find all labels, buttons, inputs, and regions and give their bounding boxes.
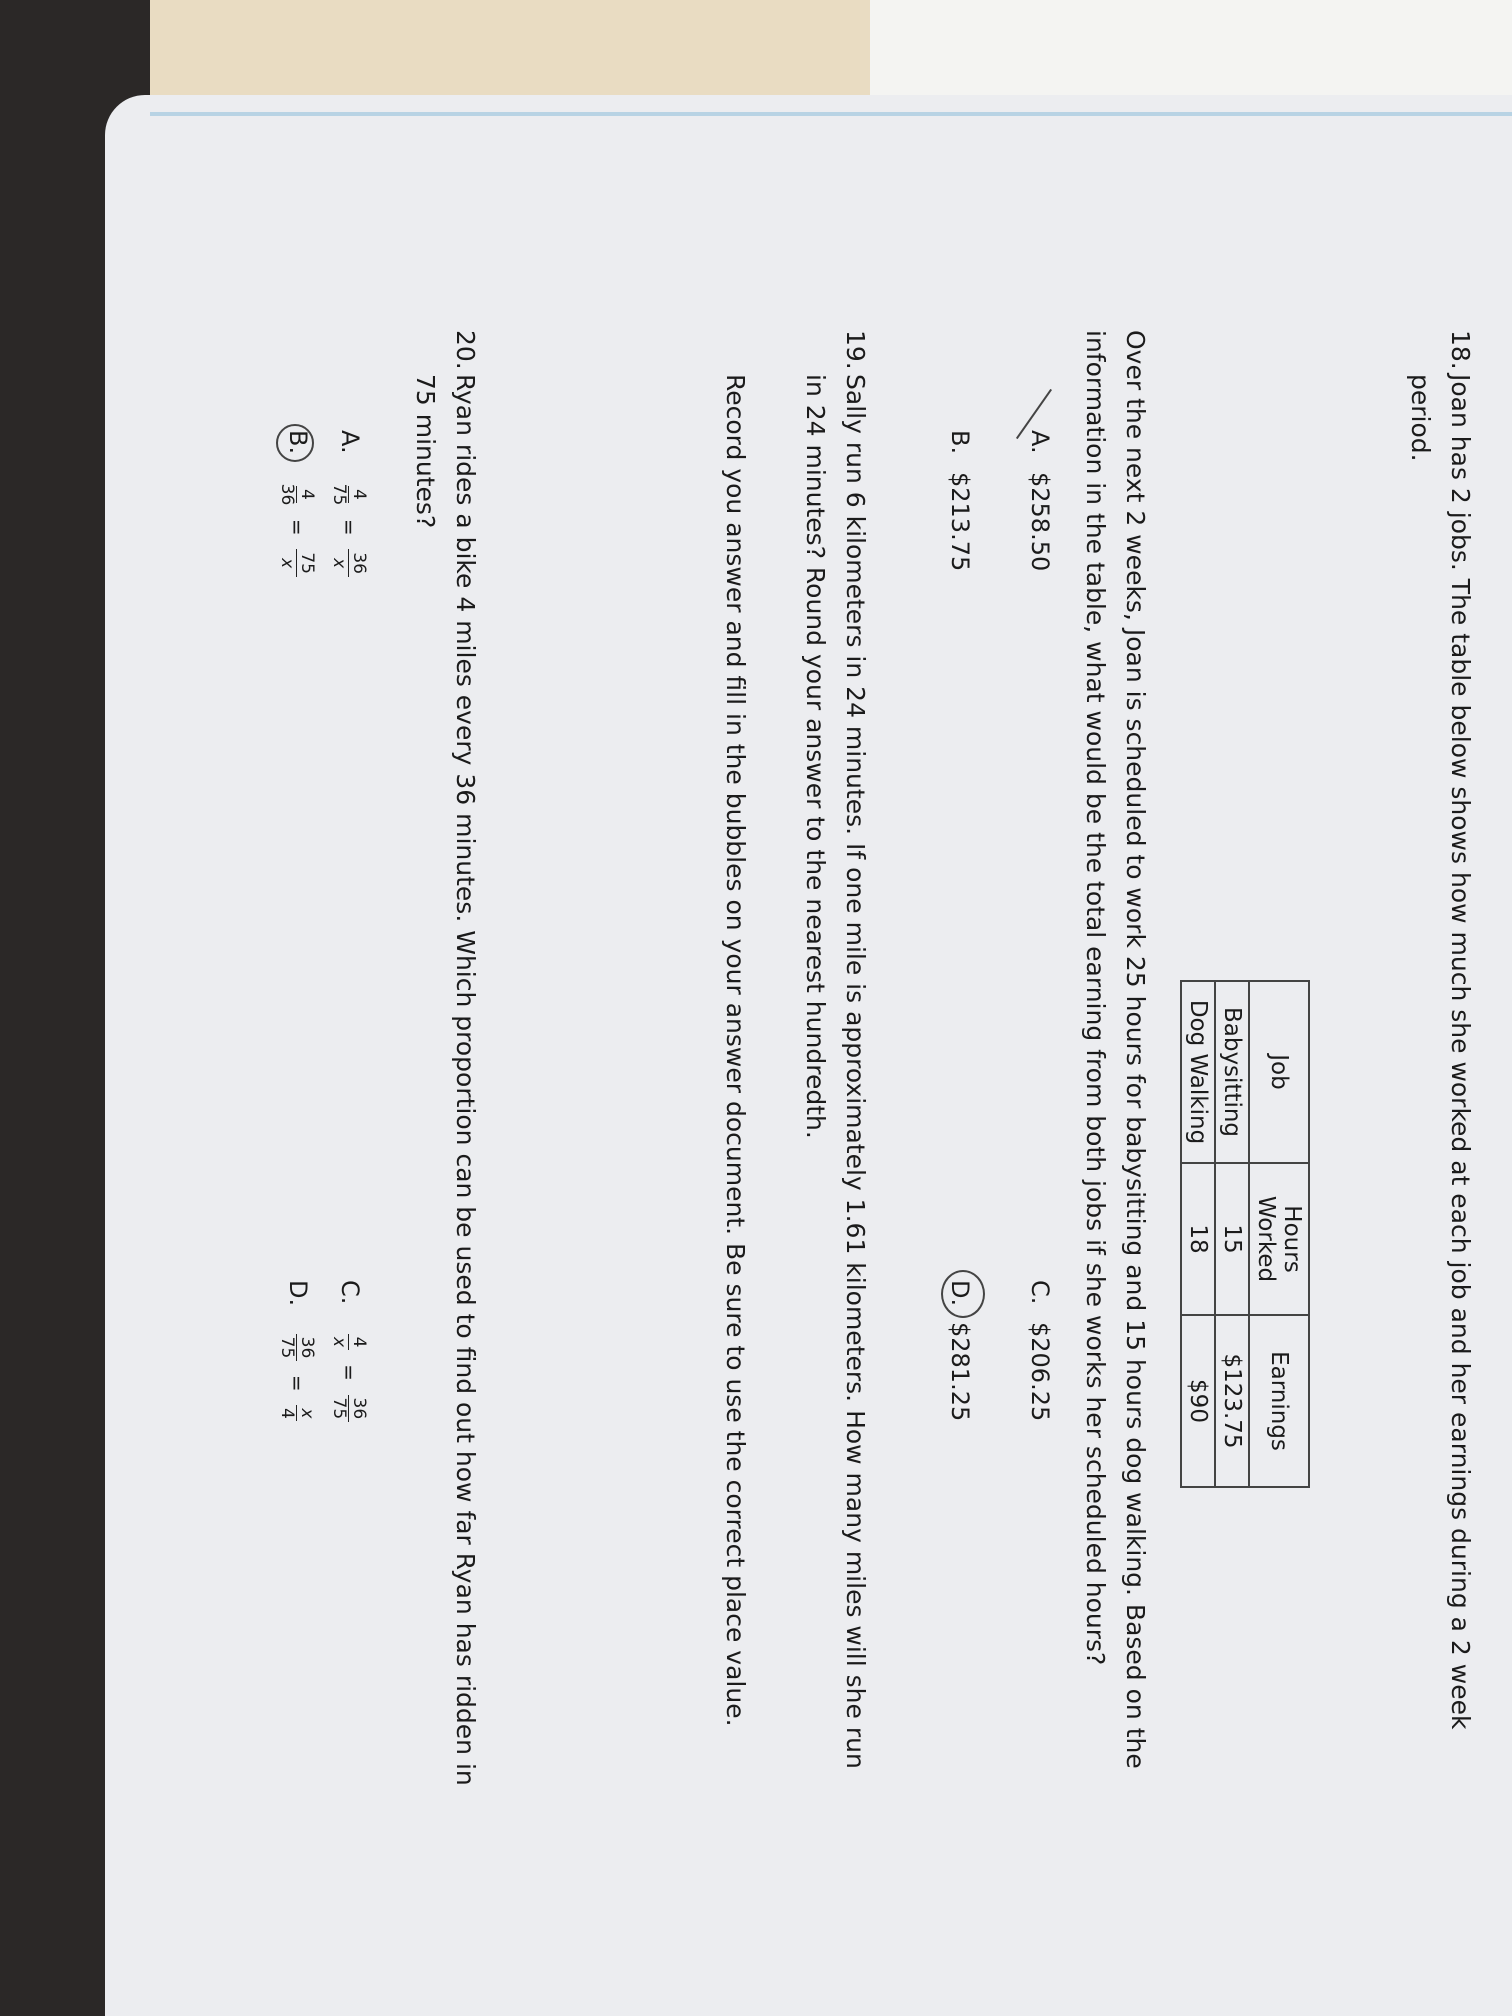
question-text-line: Joan has 2 jobs. The table below shows how much she worked at each job and her earnings during a 2 week <box>1446 374 1475 1730</box>
fraction: 36 75 <box>278 1334 317 1362</box>
choice-value: $258.50 <box>1026 472 1054 572</box>
fraction: 4 x <box>330 1334 369 1351</box>
choice-label: A. <box>1026 430 1054 454</box>
fraction: 4 36 <box>277 483 318 506</box>
table-row <box>1215 981 1249 1487</box>
table-header: Hours Worked <box>1249 1163 1309 1315</box>
table-header: Job <box>1249 981 1309 1163</box>
question-text-line: in 24 minutes? Round your answer to the nearest hundredth. <box>801 374 830 1139</box>
question-number: 19. <box>841 330 870 370</box>
choice-value: $213.75 <box>946 472 974 572</box>
question-text-line: period. <box>1406 374 1435 462</box>
table-cell: 18 <box>1181 1163 1215 1315</box>
question-text-line: 75 minutes? <box>411 374 440 529</box>
choice-c[interactable] <box>1020 1280 1060 1421</box>
worksheet-content <box>200 330 1480 1980</box>
choice-b[interactable] <box>940 430 980 571</box>
table-cell: $123.75 <box>1215 1315 1249 1487</box>
pencil-circle-mark <box>941 1270 985 1318</box>
table-cell: Babysitting <box>1215 981 1249 1163</box>
jobs-table <box>1180 980 1310 1488</box>
fraction: 75 x <box>278 549 317 577</box>
choice-c-proportion[interactable]: C. 4 x = 36 75 <box>329 1280 370 1426</box>
fraction: x 4 <box>278 1405 317 1421</box>
choice-label: A. <box>336 430 364 454</box>
fraction: 36 75 <box>330 1395 369 1423</box>
question-18-prompt-line: Over the next 2 weeks, Joan is scheduled to work 25 hours for babysitting and 15 hours dog walking. Based on the <box>1121 330 1150 1769</box>
question-19-instruction: Record you answer and fill in the bubbles on your answer document. Be sure to use the correct place value. <box>721 374 750 1727</box>
choice-label: C. <box>336 1280 364 1305</box>
question-text-line: Ryan rides a bike 4 miles every 36 minutes. Which proportion can be used to find out how far Ryan has ridden in <box>451 374 480 1786</box>
question-text-line: Sally run 6 kilometers in 24 minutes. If one mile is approximately 1.61 kilometers. How many miles will she run <box>841 374 870 1769</box>
choice-label: D. <box>284 1280 312 1307</box>
choice-a-proportion[interactable]: A. 4 75 = 36 x <box>329 430 370 581</box>
question-number: 20. <box>451 330 480 370</box>
choice-d-proportion[interactable]: D. 36 75 = x 4 <box>277 1280 318 1425</box>
table-header: Earnings <box>1249 1315 1309 1487</box>
table-header-row <box>1249 981 1309 1487</box>
table-cell: Dog Walking <box>1181 981 1215 1163</box>
fraction: 36 x <box>330 549 369 577</box>
choice-b-proportion[interactable]: B. 4 36 = 75 x <box>277 430 318 581</box>
question-18-prompt-line: information in the table, what would be the total earning from both jobs if she works her scheduled hours? <box>1081 330 1110 1666</box>
choice-label: B. <box>946 430 974 455</box>
table-cell: 15 <box>1215 1163 1249 1315</box>
table-cell: $90 <box>1181 1315 1215 1487</box>
choice-value: $281.25 <box>946 1322 974 1422</box>
notebook-margin-line <box>150 112 1512 116</box>
choice-label: C. <box>1026 1280 1054 1305</box>
paper-card-background <box>870 0 1512 95</box>
choice-label: B. <box>284 430 312 455</box>
choice-value: $206.25 <box>1026 1322 1054 1422</box>
fraction: 4 75 <box>329 483 370 506</box>
choice-label: D. <box>946 1280 974 1307</box>
table-row <box>1181 981 1215 1487</box>
choice-a[interactable] <box>1020 430 1060 571</box>
pencil-circle-mark <box>276 424 314 462</box>
question-number: 18. <box>1446 330 1475 370</box>
